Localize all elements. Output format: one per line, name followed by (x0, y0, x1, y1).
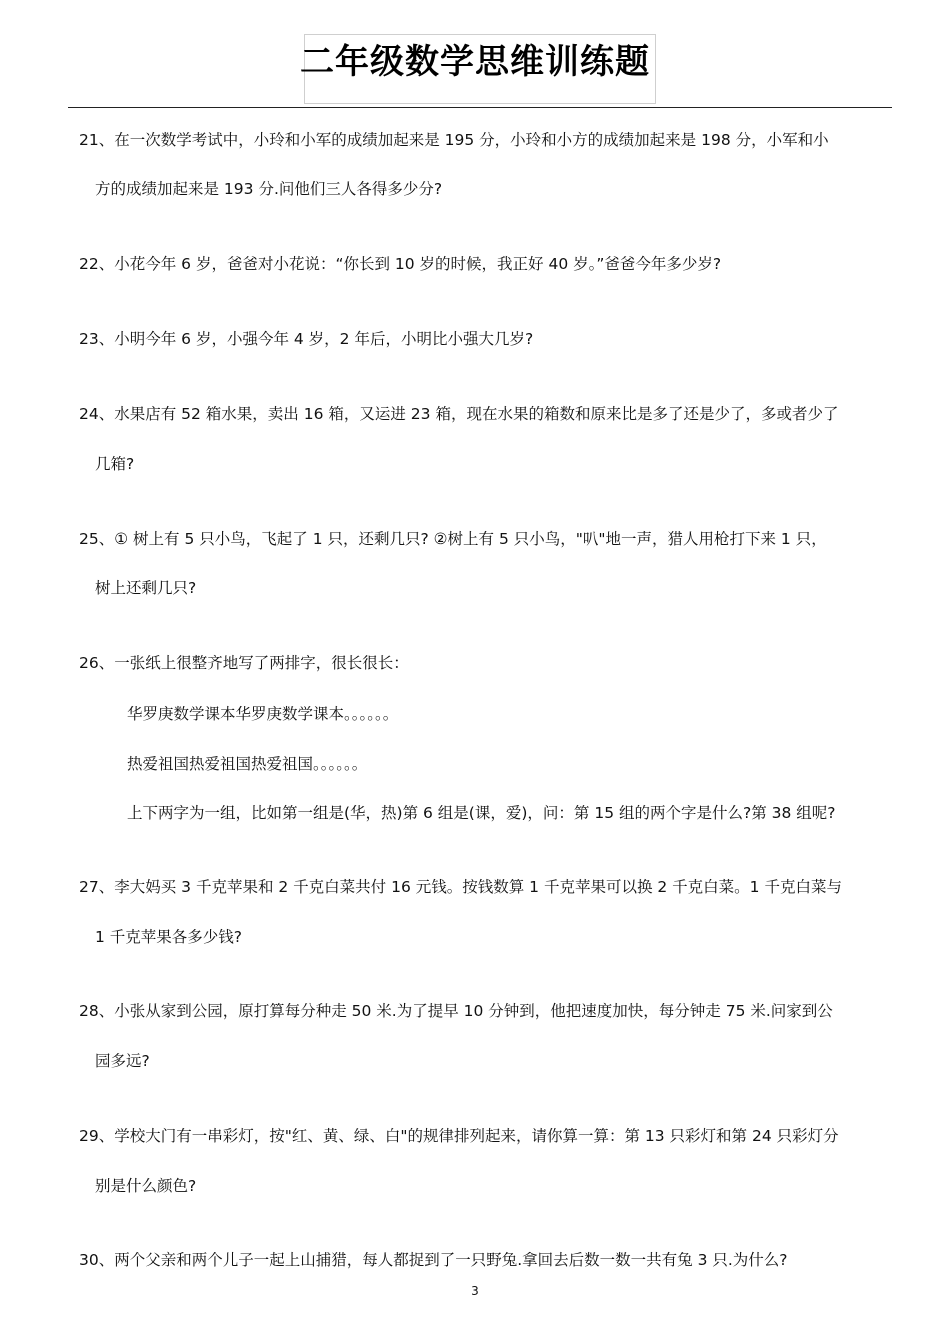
question-21-line-1: 21、在一次数学考试中，小玲和小军的成绩加起来是 195 分，小玲和小方的成绩加起来是 198 分，小军和小 (79, 131, 829, 149)
header-divider (68, 107, 892, 108)
question-22-line-1: 22、小花今年 6 岁，爸爸对小花说：“你长到 10 岁的时候，我正好 40 岁。”爸爸今年多少岁? (79, 255, 722, 273)
question-29-line-2: 别是什么颜色? (95, 1177, 197, 1195)
question-27-line-2: 1 千克苹果各多少钱? (95, 928, 243, 946)
question-26-row-2: 热爱祖国热爱祖国热爱祖国。。。。。。 (127, 755, 368, 773)
question-27-line-1: 27、李大妈买 3 千克苹果和 2 千克白菜共付 16 元钱。按钱数算 1 千克苹果可以换 2 千克白菜。1 千克白菜与 (79, 878, 842, 896)
question-25-line-1: 25、① 树上有 5 只小鸟，飞起了 1 只，还剩几只? ②树上有 5 只小鸟，"叭"地一声，猎人用枪打下来 1 只， (79, 530, 827, 548)
question-25-line-2: 树上还剩几只? (95, 579, 197, 597)
question-30-line-1: 30、两个父亲和两个儿子一起上山捕猎，每人都捉到了一只野兔.拿回去后数一数一共有兔 3 只.为什么? (79, 1251, 788, 1269)
question-26-line-1: 26、一张纸上很整齐地写了两排字，很长很长： (79, 654, 409, 672)
question-23-line-1: 23、小明今年 6 岁，小强今年 4 岁，2 年后，小明比小强大几岁? (79, 330, 534, 348)
question-28-line-1: 28、小张从家到公园，原打算每分种走 50 米.为了提早 10 分钟到，他把速度加快，每分钟走 75 米.问家到公 (79, 1002, 833, 1020)
page-number: 3 (471, 1284, 479, 1298)
question-26-prompt: 上下两字为一组，比如第一组是(华，热)第 6 组是(课，爱)，问：第 15 组的两个字是什么?第 38 组呢? (127, 804, 836, 822)
question-24-line-1: 24、水果店有 52 箱水果，卖出 16 箱，又运进 23 箱，现在水果的箱数和原来比是多了还是少了，多或者少了 (79, 405, 839, 423)
question-29-line-1: 29、学校大门有一串彩灯，按"红、黄、绿、白"的规律排列起来，请你算一算：第 13 只彩灯和第 24 只彩灯分 (79, 1127, 839, 1145)
page-title: 二年级数学思维训练题 (300, 42, 650, 82)
question-26-row-1: 华罗庚数学课本华罗庚数学课本。。。。。。 (127, 705, 399, 723)
question-28-line-2: 园多远? (95, 1052, 150, 1070)
question-21-line-2: 方的成绩加起来是 193 分.问他们三人各得多少分? (95, 180, 443, 198)
question-24-line-2: 几箱? (95, 455, 135, 473)
